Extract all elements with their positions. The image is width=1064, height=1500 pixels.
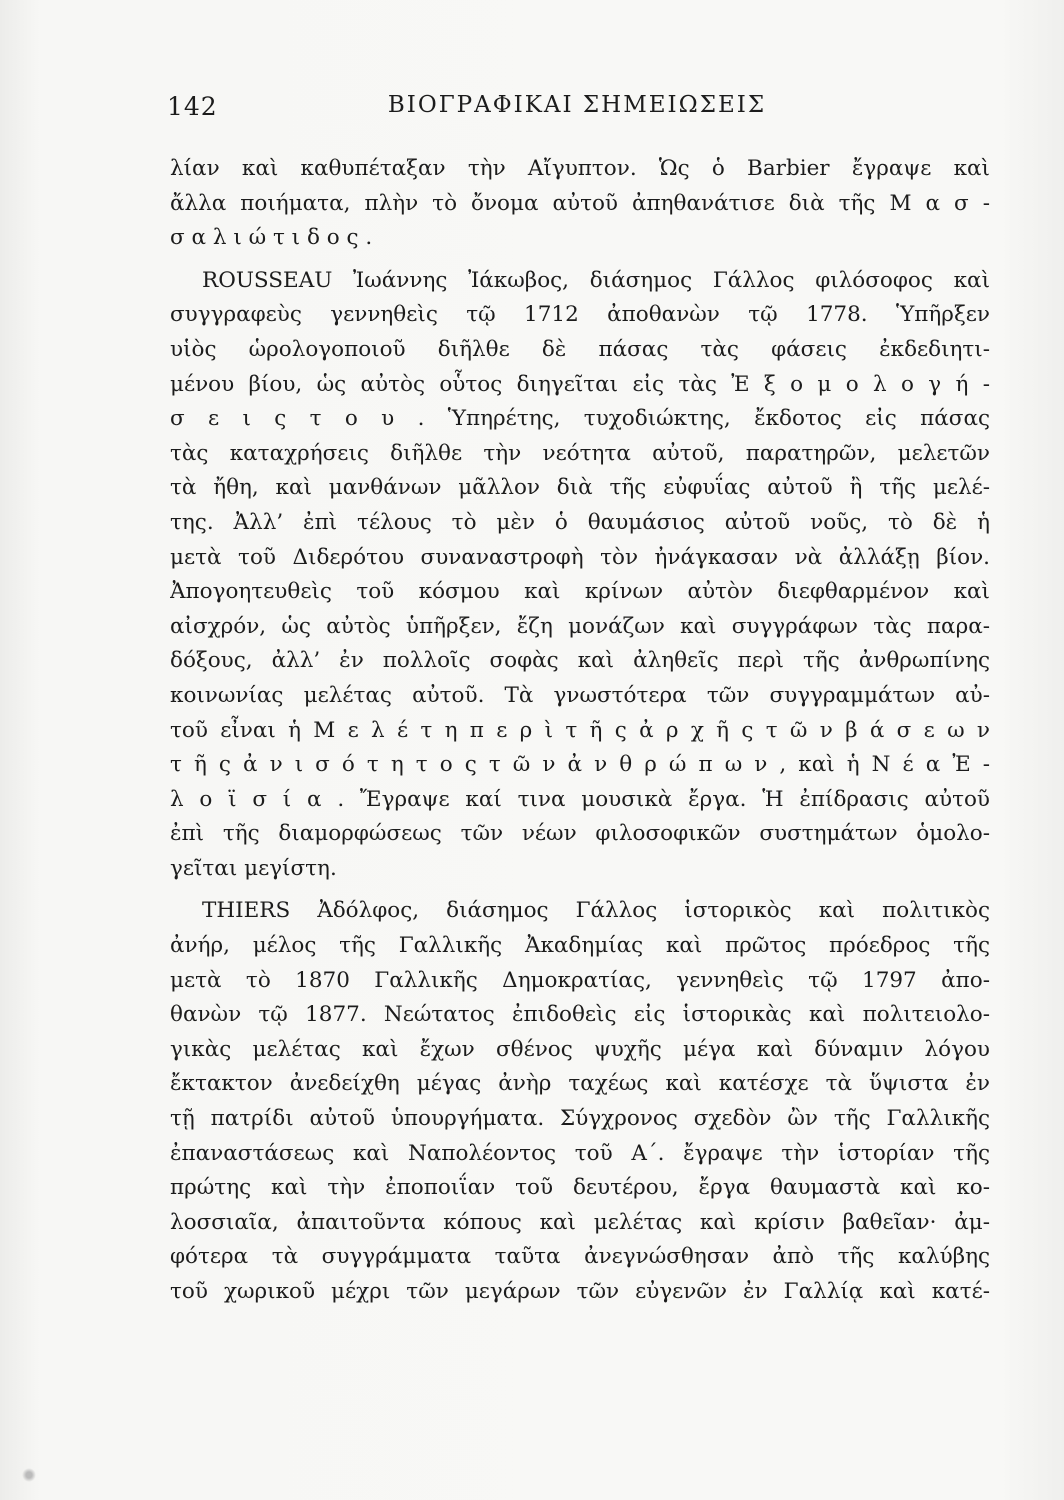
- text-line: τοῦ εἶναι ἡ Μ ε λ έ τ η π ε ρ ὶ τ ῆ ς ἀ ρ χ ῆ ς τ ῶ ν β ά σ ε ω ν: [170, 717, 990, 743]
- text-line: γικὰς μελέτας καὶ ἔχων σθένος ψυχῆς μέγα καὶ δύναμιν λόγου: [170, 1036, 990, 1062]
- text-line: τῇ πατρίδι αὐτοῦ ὑπουργήματα. Σύγχρονος σχεδὸν ὢν τῆς Γαλλικῆς: [170, 1106, 990, 1132]
- body-text: [170, 152, 990, 1310]
- text-line: θανὼν τῷ 1877. Νεώτατος ἐπιδοθεὶς εἰς ἱστορικὰς καὶ πολιτειολο-: [170, 1002, 990, 1028]
- text-line: υἱὸς ὡρολογοποιοῦ διῆλθε δὲ πάσας τὰς φάσεις ἐκδεδιητι-: [170, 336, 990, 362]
- text-line: συγγραφεὺς γεννηθεὶς τῷ 1712 ἀποθανὼν τῷ 1778. Ὑπῆρξεν: [170, 302, 990, 328]
- text-line: δόξους, ἀλλ’ ἐν πολλοῖς σοφὰς καὶ ἀληθεῖς περὶ τῆς ἀνθρωπίνης: [170, 648, 990, 674]
- scan-speck-decoration: [22, 1468, 36, 1482]
- text-line: Ἀπογοητευθεὶς τοῦ κόσμου καὶ κρίνων αὐτὸν διεφθαρμένον καὶ: [170, 579, 990, 605]
- text-line: σ ε ι ς τ ο υ . Ὑπηρέτης, τυχοδιώκτης, ἔκδοτος εἰς πάσας: [170, 406, 990, 432]
- text-line: τ ῆ ς ἀ ν ι σ ό τ η τ ο ς τ ῶ ν ἀ ν θ ρ ώ π ω ν , καὶ ἡ Ν έ α Ἐ -: [170, 752, 990, 778]
- text-line: μένου βίου, ὡς αὐτὸς οὗτος διηγεῖται εἰς τὰς Ἐ ξ ο μ ο λ ο γ ή -: [170, 371, 990, 397]
- text-line: αἰσχρόν, ὡς αὐτὸς ὑπῆρξεν, ἔζη μονάζων καὶ συγγράφων τὰς παρα-: [170, 613, 990, 639]
- text-line: μετὰ τὸ 1870 Γαλλικῆς Δημοκρατίας, γεννηθεὶς τῷ 1797 ἀπο-: [170, 967, 990, 993]
- entry-rousseau-first-line: ROUSSEAU Ἰωάννης Ἰάκωβος, διάσημος Γάλλος φιλόσοφος καὶ: [202, 267, 990, 293]
- text-line: ἐπαναστάσεως καὶ Ναπολέοντος τοῦ Α΄. ἔγραψε τὴν ἱστορίαν τῆς: [170, 1140, 990, 1166]
- text-line: ἀνήρ, μέλος τῆς Γαλλικῆς Ἀκαδημίας καὶ πρῶτος πρόεδρος τῆς: [170, 933, 990, 959]
- text-line: σ α λ ι ώ τ ι δ ο ς .: [170, 225, 373, 251]
- text-line: φότερα τὰ συγγράμματα ταῦτα ἀνεγνώσθησαν ἀπὸ τῆς καλύβης: [170, 1244, 990, 1270]
- text-line: λοσσιαῖα, ἀπαιτοῦντα κόπους καὶ μελέτας καὶ κρίσιν βαθεῖαν· ἀμ-: [170, 1209, 990, 1235]
- text-line: πρώτης καὶ τὴν ἐποποιΐαν τοῦ δευτέρου, ἔργα θαυμαστὰ καὶ κο-: [170, 1175, 990, 1201]
- entry-thiers-first-line: THIERS Ἀδόλφος, διάσημος Γάλλος ἱστορικὸς καὶ πολιτικὸς: [202, 898, 990, 924]
- text-line: λίαν καὶ καθυπέταξαν τὴν Αἴγυπτον. Ὡς ὁ Barbier ἔγραψε καὶ: [170, 156, 990, 181]
- text-line: μετὰ τοῦ Διδερότου συναναστροφὴ τὸν ἠνάγκασαν νὰ ἀλλάξῃ βίον.: [170, 544, 990, 570]
- page-header: [167, 92, 987, 132]
- text-line: ἔκτακτον ἀνεδείχθη μέγας ἀνὴρ ταχέως καὶ κατέσχε τὰ ὕψιστα ἐν: [170, 1071, 990, 1097]
- page-number: 142: [167, 92, 218, 121]
- text-line: ἄλλα ποιήματα, πλὴν τὸ ὄνομα αὐτοῦ ἀπηθανάτισε διὰ τῆς Μ α σ -: [170, 190, 990, 216]
- text-line: τοῦ χωρικοῦ μέχρι τῶν μεγάρων τῶν εὐγενῶν ἐν Γαλλίᾳ καὶ κατέ-: [170, 1279, 990, 1304]
- text-line: τὰς καταχρήσεις διῆλθε τὴν νεότητα αὐτοῦ, παρατηρῶν, μελετῶν: [170, 440, 990, 466]
- text-line: γεῖται μεγίστη.: [170, 855, 337, 881]
- text-line: ἐπὶ τῆς διαμορφώσεως τῶν νέων φιλοσοφικῶν συστημάτων ὁμολο-: [170, 821, 990, 847]
- text-line: της. Ἀλλ’ ἐπὶ τέλους τὸ μὲν ὁ θαυμάσιος αὐτοῦ νοῦς, τὸ δὲ ἡ: [170, 509, 990, 535]
- text-line: τὰ ἤθη, καὶ μανθάνων μᾶλλον διὰ τῆς εὐφυΐας αὐτοῦ ἢ τῆς μελέ-: [170, 475, 990, 501]
- text-line: λ ο ϊ σ ί α . Ἔγραψε καί τινα μουσικὰ ἔργα. Ἡ ἐπίδρασις αὐτοῦ: [170, 786, 990, 812]
- running-title: ΒΙΟΓΡΑΦΙΚΑΙ ΣΗΜΕΙΩΣΕΙΣ: [387, 92, 767, 118]
- text-line: κοινωνίας μελέτας αὐτοῦ. Τὰ γνωστότερα τῶν συγγραμμάτων αὐ-: [170, 682, 990, 708]
